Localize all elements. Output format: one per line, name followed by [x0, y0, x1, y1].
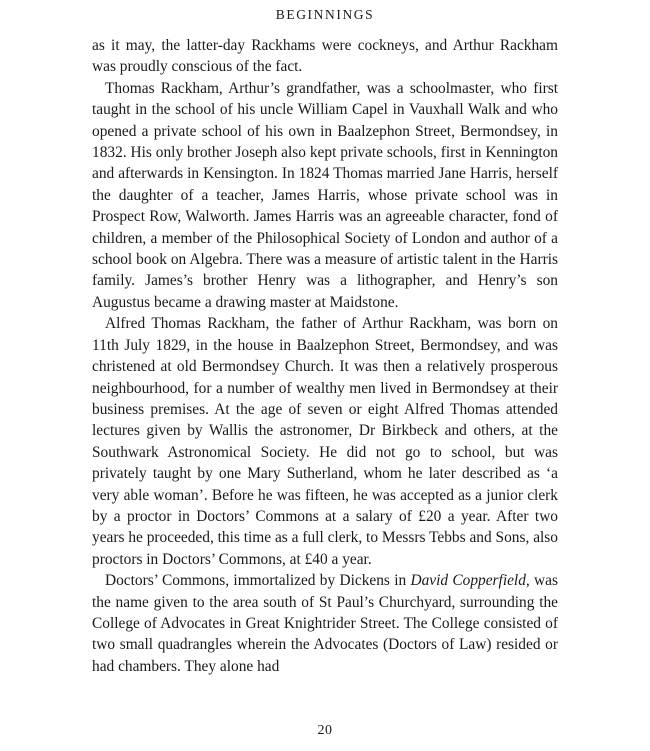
paragraph-4: [92, 570, 558, 677]
paragraph-3: Alfred Thomas Rackham, the father of Arthur Rackham, was born on 11th July 1829, in the house in Baalzephon Street, Bermondsey, and was christened at old Bermondsey Church. It was then a relatively prosperous neighbourhood, for a number of wealthy men lived in Bermondsey at their business premises. At the age of seven or eight Alfred Thomas attended lectures given by Wallis the astronomer, Dr Birkbeck and others, at the Southwark Astronomical Society. He did not go to school, but was privately taught by one Mary Sutherland, whom he later described as ‘a very able woman’. Before he was fifteen, he was accepted as a junior clerk by a proctor in Doctors’ Commons at a salary of £20 a year. After two years he proceeded, this time as a full clerk, to Messrs Tebbs and Sons, also proctors in Doctors’ Commons, at £40 a year.: [92, 315, 558, 568]
book-title-david-copperfield: David Copperfield,: [410, 572, 530, 590]
paragraph-1: as it may, the latter-day Rackhams were cockneys, and Arthur Rackham was proudly conscious of the fact.: [92, 37, 558, 76]
page-number: 20: [317, 723, 333, 738]
paragraph-2: Thomas Rackham, Arthur’s grandfather, was a schoolmaster, who first taught in the school of his uncle William Capel in Vauxhall Walk and who opened a private school of his own in Baalzephon Street, Bermondsey, in 1832. His only brother Joseph also kept private schools, first in Kennington and afterwards in Kensington. In 1824 Thomas married Jane Harris, herself the daughter of a teacher, James Harris, whose private school was in Prospect Row, Walworth. James Harris was an agreeable character, fond of children, a member of the Philosophical Society of London and author of a school book on Algebra. There was a measure of artistic talent in the Harris family. James’s brother Henry was a lithographer, and Henry’s son Augustus became a drawing master at Maidstone.: [92, 79, 558, 311]
paragraph-4-text-after-title: was the name given to the area south of St Paul’s Churchyard, surrounding the College of Advocates in Great Knightrider Street. The College consisted of two small quadrangles wherein the Advocates (Doctors of Law) resided or had chambers. They alone had: [92, 572, 558, 675]
body-text: [92, 35, 558, 677]
book-page: [92, 6, 558, 677]
paragraph-4-text-before-title: Doctors’ Commons, immortalized by Dickens in: [105, 572, 411, 590]
running-head: BEGINNINGS: [275, 7, 375, 22]
